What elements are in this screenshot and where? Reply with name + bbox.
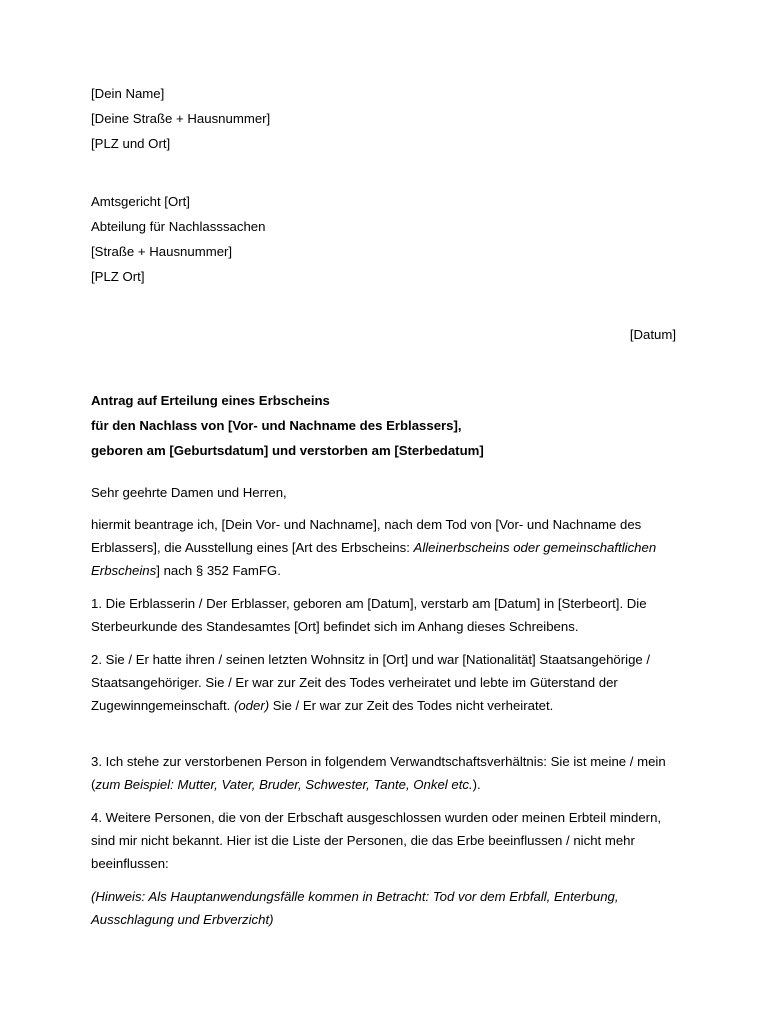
intro-text-b: ] nach § 352 FamFG.: [156, 563, 281, 579]
point-3-paragraph: [91, 750, 681, 796]
point-2-paragraph: [91, 648, 681, 718]
point-1-paragraph: 1. Die Erblasserin / Der Erblasser, geboren am [Datum], verstarb am [Datum] in [Sterbeort]. Die Sterbeurkunde des Standesamtes [Ort] befindet sich im Anhang dieses Schreibens.: [91, 596, 647, 635]
point-4-paragraph: 4. Weitere Personen, die von der Erbschaft ausgeschlossen wurden oder meinen Erbteil mindern, sind mir nicht bekannt. Hier ist die Liste der Personen, die das Erbe beeinflussen / nicht mehr beeinflussen:: [91, 810, 662, 872]
point-2-text-a: 2. Sie / Er hatte ihren / seinen letzten Wohnsitz in [Ort] und war [Nationalität] Staatsangehörige / Staatsangehöriger. Sie / Er war zur Zeit des Todes verheiratet und lebte im Güterstand der Zugewinngemeinschaft.: [91, 652, 651, 714]
recipient-court: Amtsgericht [Ort]: [91, 194, 190, 209]
subject-line-3: geboren am [Geburtsdatum] und verstorben am [Sterbedatum]: [91, 443, 484, 458]
sender-street: [Deine Straße + Hausnummer]: [91, 111, 271, 126]
recipient-department: Abteilung für Nachlasssachen: [91, 219, 266, 234]
subject-line-1: Antrag auf Erteilung eines Erbscheins: [91, 393, 330, 408]
subject-line-2: für den Nachlass von [Vor- und Nachname des Erblassers],: [91, 418, 462, 433]
point-2-italic: (oder): [233, 698, 270, 714]
letter-date: [Datum]: [629, 327, 676, 342]
intro-text-a: hiermit beantrage ich, [Dein Vor- und Nachname], nach dem Tod von [Vor- und Nachname des Erblassers], die Ausstellung eines [Art des Erbscheins:: [91, 517, 642, 556]
salutation: Sehr geehrte Damen und Herren,: [91, 485, 287, 500]
point-2-text-b: Sie / Er war zur Zeit des Todes nicht verheiratet.: [269, 698, 554, 714]
intro-paragraph: [91, 513, 681, 583]
point-3-text-b: ).: [472, 777, 481, 793]
sender-name: [Dein Name]: [91, 86, 165, 101]
intro-italic: Alleinerbscheins oder gemeinschaftlichen Erbscheins: [91, 540, 657, 579]
point-3-text-a: 3. Ich stehe zur verstorbenen Person in folgendem Verwandtschaftsverhältnis: Sie ist meine / mein (: [91, 754, 666, 793]
hint-paragraph: (Hinweis: Als Hauptanwendungsfälle kommen in Betracht: Tod vor dem Erbfall, Enterbung, Ausschlagung und Erbverzicht): [91, 889, 619, 928]
recipient-street: [Straße + Hausnummer]: [91, 244, 233, 259]
recipient-city: [PLZ Ort]: [91, 269, 145, 284]
sender-city: [PLZ und Ort]: [91, 136, 171, 151]
point-3-italic: zum Beispiel: Mutter, Vater, Bruder, Schwester, Tante, Onkel etc.: [95, 777, 473, 793]
